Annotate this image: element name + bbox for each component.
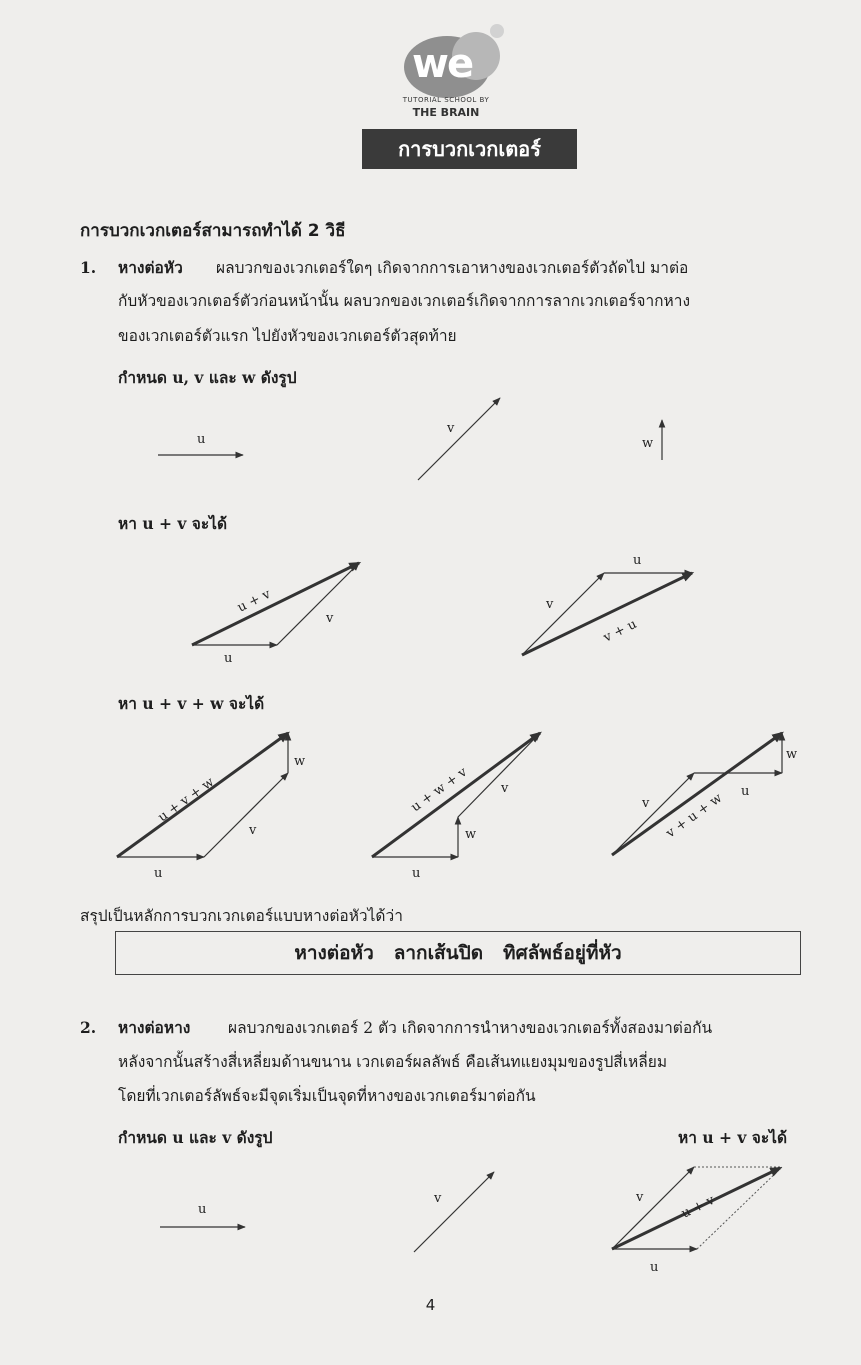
vector-v (414, 1172, 494, 1252)
label-w: w (786, 747, 798, 762)
section-heading: การบวกเวกเตอร์สามารถทำได้ 2 วิธี (80, 221, 346, 241)
label-u: u (198, 1202, 207, 1217)
diagram-u-plus-v-1 (192, 563, 359, 666)
label-v: v (434, 1191, 442, 1206)
label-u: u (412, 866, 421, 881)
section2-line2: หลังจากนั้นสร้างสี่เหลี่ยมด้านขนาน เวกเตอร์ผลลัพธ์ คือเส้นทแยงมุมของรูปสี่เหลี่ยม (118, 1053, 668, 1071)
resultant-u-plus-v (192, 563, 359, 645)
label-u: u (154, 866, 163, 881)
label-u-plus-v: u + v (235, 586, 274, 616)
label-u-plus-v-plus-w: u + v + w (155, 774, 218, 826)
section2-name: หางต่อหาง (118, 1018, 191, 1037)
logo-subtitle: TUTORIAL SCHOOL BY (402, 96, 490, 104)
label-v: v (501, 781, 509, 796)
diagram-u-plus-v-plus-w-2 (372, 733, 540, 881)
diagram-u-plus-v-plus-w-3 (612, 733, 797, 855)
vector-v (458, 733, 540, 817)
summary-intro: สรุปเป็นหลักการบวกเวกเตอร์แบบหางต่อหัวได้ว่า (80, 907, 403, 925)
label-w: w (642, 436, 654, 451)
label-v: v (326, 611, 334, 626)
section1-name: หางต่อหัว (118, 258, 183, 277)
page-title: การบวกเวกเตอร์ (362, 129, 577, 169)
section1-line2: กับหัวของเวกเตอร์ตัวก่อนหน้านั้น ผลบวกของเวกเตอร์เกิดจากการลากเวกเตอร์จากหาง (118, 292, 691, 310)
label-u-plus-w-plus-v: u + w + v (408, 764, 471, 816)
section1-number: 1. (80, 258, 97, 277)
summary-rule-3: ทิศลัพธ์อยู่ที่หัว (503, 942, 622, 964)
section2-given: กำหนด u และ v ดังรูป (118, 1128, 273, 1147)
label-w: w (465, 827, 477, 842)
section2-number: 2. (80, 1018, 97, 1037)
section2-line3: โดยที่เวกเตอร์ลัพธ์จะมีจุดเริ่มเป็นจุดที่หางของเวกเตอร์มาต่อกัน (118, 1087, 536, 1105)
diagram-u-plus-v-2 (522, 553, 692, 655)
diagram-parallelogram (612, 1167, 782, 1275)
label-v-plus-u-plus-w: v + u + w (663, 790, 726, 842)
logo-brand: THE BRAIN (412, 106, 480, 119)
diagram-u-plus-v-plus-w-1 (117, 733, 305, 881)
label-u: u (633, 553, 642, 568)
section1-line1: ผลบวกของเวกเตอร์ใดๆ เกิดจากการเอาหางของเวกเตอร์ตัวถัดไป มาต่อ (216, 259, 689, 277)
section1-line3: ของเวกเตอร์ตัวแรก ไปยังหัวของเวกเตอร์ตัวสุดท้าย (118, 327, 457, 345)
vector-v (418, 398, 500, 480)
label-v: v (447, 421, 455, 436)
label-v: v (546, 597, 554, 612)
resultant-v-plus-u-plus-w (612, 733, 782, 855)
label-v: v (249, 823, 257, 838)
label-w: w (294, 754, 306, 769)
vector-v (522, 573, 604, 655)
summary-rule-1: หางต่อหัว (294, 942, 374, 964)
section1-find-uv: หา u + v จะได้ (118, 514, 228, 533)
label-u: u (741, 784, 750, 799)
logo-mark: we (412, 41, 473, 87)
resultant-u-plus-w-plus-v (372, 733, 540, 857)
vector-v (612, 773, 694, 855)
label-u: u (650, 1260, 659, 1275)
page-number: 4 (425, 1296, 436, 1314)
label-u-plus-v: u + v (679, 1192, 718, 1222)
given-vectors-2 (160, 1172, 494, 1252)
summary-rule-2: ลากเส้นปิด (393, 942, 484, 964)
label-v-plus-u: v + u (601, 616, 640, 646)
label-u: u (224, 651, 233, 666)
section2-find: หา u + v จะได้ (678, 1128, 788, 1147)
label-v: v (636, 1190, 644, 1205)
section1-given: กำหนด u, v และ w ดังรูป (118, 368, 297, 387)
label-u: u (197, 432, 206, 447)
label-v: v (642, 796, 650, 811)
section1-find-uvw: หา u + v + w จะได้ (118, 694, 265, 713)
section2-line1: ผลบวกของเวกเตอร์ 2 ตัว เกิดจากการนำหางของเวกเตอร์ทั้งสองมาต่อกัน (228, 1019, 713, 1037)
vector-v (277, 563, 359, 645)
given-vectors (158, 398, 662, 480)
